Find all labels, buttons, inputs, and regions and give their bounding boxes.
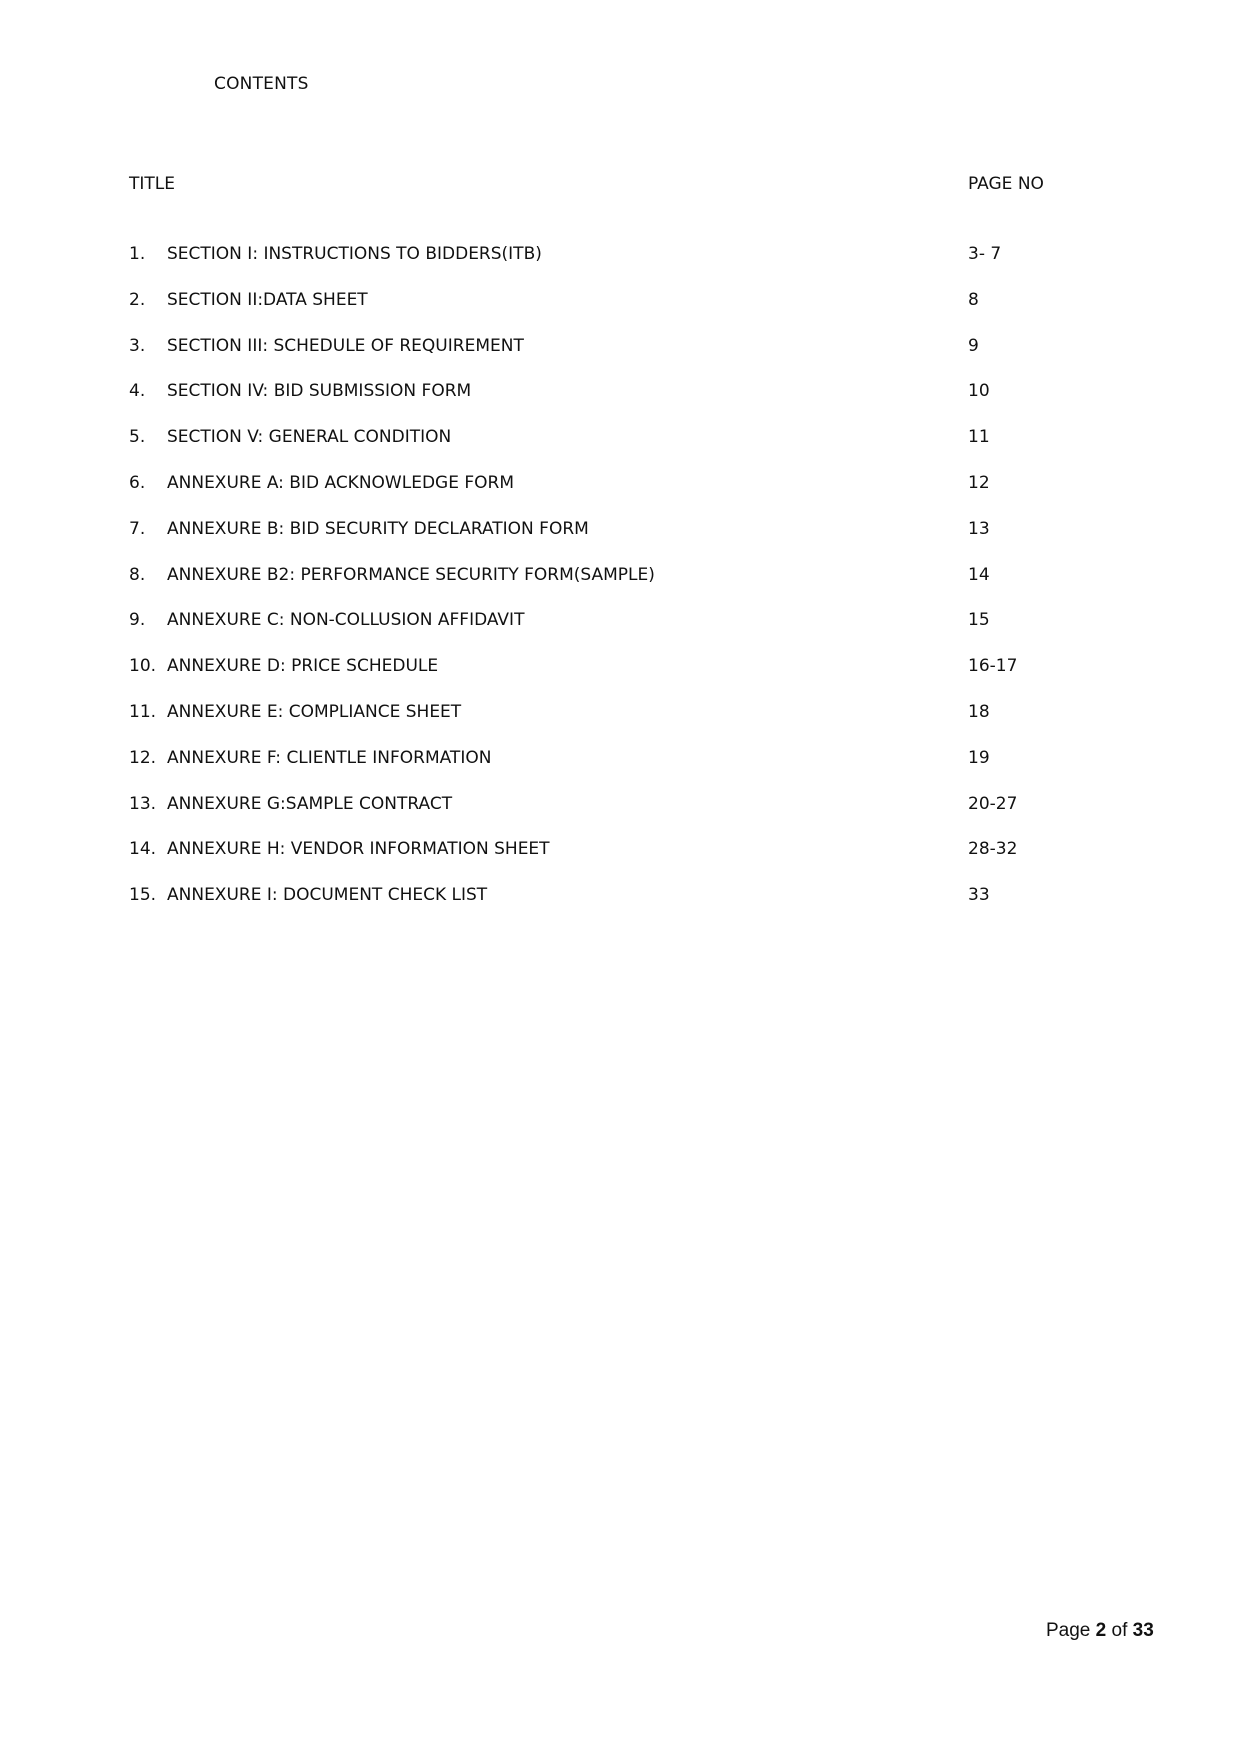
toc-entry[interactable]	[129, 748, 1089, 794]
toc-entry-title: ANNEXURE H: VENDOR INFORMATION SHEET	[167, 839, 550, 860]
footer-page-prefix: Page	[1046, 1620, 1091, 1641]
toc-entry-title: ANNEXURE B2: PERFORMANCE SECURITY FORM(SAMPLE)	[167, 564, 655, 585]
toc-entry-title: ANNEXURE F: CLIENTLE INFORMATION	[167, 747, 492, 768]
toc-entry-page: 14	[968, 564, 990, 585]
footer-separator: of	[1111, 1620, 1128, 1641]
toc-entry-title: ANNEXURE A: BID ACKNOWLEDGE FORM	[167, 472, 514, 493]
toc-entry[interactable]	[129, 702, 1089, 748]
toc-entry-number: 9.	[129, 610, 146, 631]
toc-entry-page: 33	[968, 885, 990, 906]
toc-entry[interactable]	[129, 290, 1089, 336]
toc-entry-page: 20-27	[968, 793, 1018, 814]
toc-entry-page: 18	[968, 701, 990, 722]
toc-entry[interactable]	[129, 244, 1089, 290]
toc-entry-title: SECTION II:DATA SHEET	[167, 289, 368, 310]
toc-entry-title: ANNEXURE I: DOCUMENT CHECK LIST	[167, 885, 488, 906]
toc-entry-title: ANNEXURE G:SAMPLE CONTRACT	[167, 793, 453, 814]
toc-entry-title: SECTION I: INSTRUCTIONS TO BIDDERS(ITB)	[167, 244, 542, 264]
toc-entry[interactable]	[129, 519, 1089, 565]
table-of-contents	[129, 244, 1089, 931]
page-title: CONTENTS	[214, 74, 309, 94]
toc-entry-title: ANNEXURE C: NON-COLLUSION AFFIDAVIT	[167, 610, 525, 631]
column-header-title: TITLE	[129, 174, 175, 194]
toc-entry-page: 13	[968, 518, 990, 539]
toc-entry[interactable]	[129, 473, 1089, 519]
toc-entry-page: 11	[968, 427, 990, 448]
toc-entry-title: ANNEXURE D: PRICE SCHEDULE	[167, 656, 439, 677]
toc-entry-number: 7.	[129, 518, 146, 539]
toc-entry-page: 28-32	[968, 839, 1018, 860]
toc-entry-number: 5.	[129, 427, 146, 448]
toc-entry-page: 8	[968, 289, 979, 310]
toc-entry-page: 15	[968, 610, 990, 631]
toc-entry[interactable]	[129, 794, 1089, 840]
toc-entry-title: ANNEXURE B: BID SECURITY DECLARATION FORM	[167, 518, 589, 539]
toc-entry-title: SECTION III: SCHEDULE OF REQUIREMENT	[167, 335, 524, 356]
toc-entry-page: 19	[968, 747, 990, 768]
toc-entry-title: SECTION V: GENERAL CONDITION	[167, 427, 452, 448]
toc-entry[interactable]	[129, 336, 1089, 382]
toc-entry[interactable]	[129, 610, 1089, 656]
column-header-page-no: PAGE NO	[968, 174, 1044, 194]
toc-entry-page: 12	[968, 472, 990, 493]
toc-entry[interactable]	[129, 839, 1089, 885]
toc-entry-page: 3- 7	[968, 244, 1002, 264]
footer-total-pages: 33	[1132, 1620, 1154, 1641]
toc-entry-number: 14.	[129, 839, 157, 860]
toc-entry-page: 9	[968, 335, 979, 356]
toc-entry-number: 3.	[129, 335, 146, 356]
toc-entry[interactable]	[129, 565, 1089, 611]
toc-entry-page: 10	[968, 381, 990, 402]
toc-entry-title: ANNEXURE E: COMPLIANCE SHEET	[167, 701, 462, 722]
toc-entry[interactable]	[129, 381, 1089, 427]
toc-entry-number: 4.	[129, 381, 146, 402]
toc-entry[interactable]	[129, 885, 1089, 931]
toc-entry-number: 10.	[129, 656, 157, 677]
page-number-footer	[1046, 1620, 1154, 1642]
toc-entry-number: 15.	[129, 885, 157, 906]
toc-entry-title: SECTION IV: BID SUBMISSION FORM	[167, 381, 472, 402]
toc-entry-number: 1.	[129, 244, 146, 264]
footer-current-page: 2	[1095, 1620, 1107, 1641]
toc-entry[interactable]	[129, 427, 1089, 473]
toc-entry-page: 16-17	[968, 656, 1018, 677]
toc-entry[interactable]	[129, 656, 1089, 702]
toc-entry-number: 8.	[129, 564, 146, 585]
toc-entry-number: 2.	[129, 289, 146, 310]
toc-entry-number: 13.	[129, 793, 157, 814]
toc-entry-number: 6.	[129, 472, 146, 493]
toc-entry-number: 11.	[129, 701, 157, 722]
toc-entry-number: 12.	[129, 747, 157, 768]
